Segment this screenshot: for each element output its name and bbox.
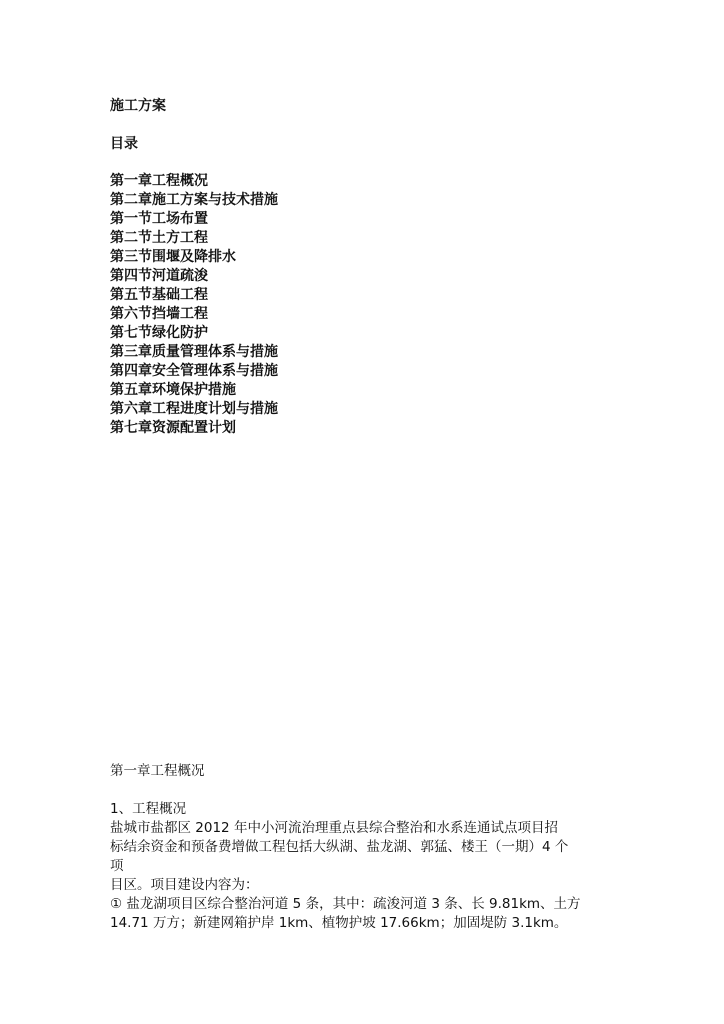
toc-item: 第一节工场布置 (110, 211, 208, 227)
toc-item: 第五章环境保护措施 (110, 382, 236, 398)
toc-item: 第三章质量管理体系与措施 (110, 344, 278, 360)
toc-item: 第一章工程概况 (110, 173, 208, 189)
toc-item: 第七节绿化防护 (110, 325, 208, 341)
paragraph-line: ① 盐龙湖项目区综合整治河道 5 条，其中：疏浚河道 3 条、长 9.81km、土方 (110, 896, 581, 912)
paragraph-line: 14.71 万方；新建网箱护岸 1km、植物护坡 17.66km；加固堤防 3.1km。 (110, 915, 568, 931)
toc-item: 第五节基础工程 (110, 287, 208, 303)
paragraph-line: 标结余资金和预备费增做工程包括大纵湖、盐龙湖、郭猛、楼王（一期）4 个 (110, 839, 569, 855)
document-title: 施工方案 (110, 98, 166, 114)
chapter-title: 第一章工程概况 (110, 763, 205, 779)
table-of-contents (110, 172, 278, 438)
paragraph-line: 项 (110, 858, 124, 874)
paragraph-line: 盐城市盐都区 2012 年中小河流治理重点县综合整治和水系连通试点项目招 (110, 820, 558, 836)
toc-item: 第六节挡墙工程 (110, 306, 208, 322)
toc-item: 第四章安全管理体系与措施 (110, 363, 278, 379)
chapter-one-section (110, 762, 630, 933)
toc-item: 第二节土方工程 (110, 230, 208, 246)
toc-item: 第三节围堰及降排水 (110, 249, 236, 265)
toc-item: 第六章工程进度计划与措施 (110, 401, 278, 417)
paragraph-line: 目区。项目建设内容为： (110, 877, 259, 893)
toc-item: 第七章资源配置计划 (110, 420, 236, 436)
toc-item: 第二章施工方案与技术措施 (110, 192, 278, 208)
toc-item: 第四节河道疏浚 (110, 268, 208, 284)
section-heading: 1、工程概况 (110, 801, 187, 817)
toc-heading: 目录 (110, 136, 138, 152)
